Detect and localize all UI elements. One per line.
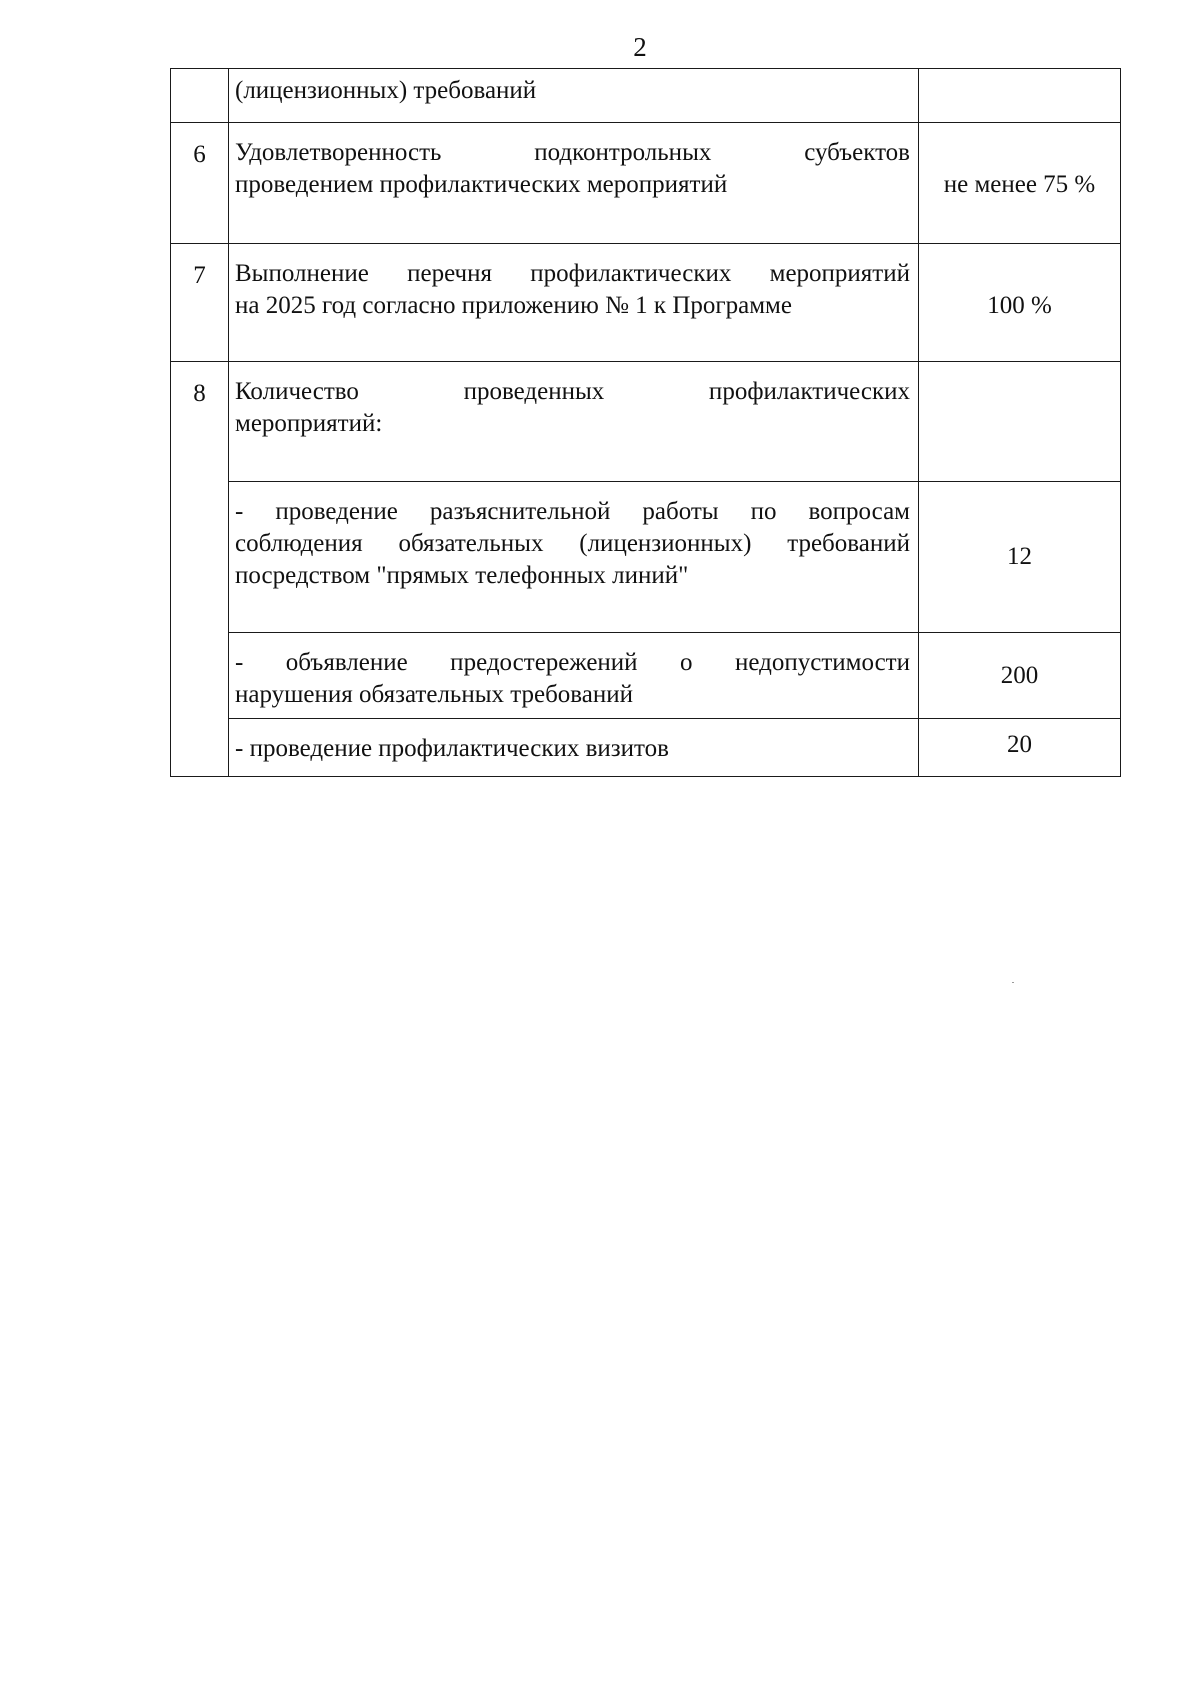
row-number-cell: 6	[171, 123, 229, 244]
indicator-text-cell	[229, 123, 919, 244]
row-number-cell: 8	[171, 362, 229, 777]
indicator-text-line: нарушения обязательных требований	[235, 681, 633, 708]
indicator-text-cell	[229, 362, 919, 482]
indicator-text-line: проведением профилактических мероприятий	[235, 171, 728, 198]
indicator-text-line: - проведение профилактических визитов	[235, 735, 669, 762]
indicator-text-line: посредством "прямых телефонных линий"	[235, 562, 689, 589]
indicator-value-cell	[919, 69, 1121, 123]
table-row	[171, 69, 1121, 123]
indicator-value-cell	[919, 362, 1121, 482]
indicator-text-cell	[229, 244, 919, 362]
indicator-text-line: Выполнение перечня профилактических мероприятий	[235, 260, 910, 287]
indicator-text-line: Удовлетворенность подконтрольных субъектов	[235, 139, 910, 166]
indicator-text-line: на 2025 год согласно приложению № 1 к Программе	[235, 292, 792, 319]
indicator-text-line: - проведение разъяснительной работы по вопросам	[235, 498, 910, 525]
table-row	[171, 633, 1121, 719]
indicator-text-line: мероприятий:	[235, 410, 383, 437]
indicator-text-cell	[229, 633, 919, 719]
indicator-value-cell: 200	[919, 633, 1121, 719]
indicator-text-cell	[229, 482, 919, 633]
indicator-value-cell: 12	[919, 482, 1121, 633]
indicators-table	[170, 68, 1121, 777]
table-row	[171, 123, 1121, 244]
table-row	[171, 719, 1121, 777]
indicator-text-line: (лицензионных) требований	[235, 77, 537, 104]
indicator-text-cell	[229, 719, 919, 777]
indicator-value-cell: 100 %	[919, 244, 1121, 362]
table-row	[171, 482, 1121, 633]
page-number: 2	[633, 32, 647, 62]
table-row	[171, 244, 1121, 362]
indicator-text-line: - объявление предостережений о недопустимости	[235, 649, 910, 676]
scan-speck	[1012, 982, 1014, 983]
row-number-cell	[171, 69, 229, 123]
indicator-value-cell: не менее 75 %	[919, 123, 1121, 244]
indicator-text-line: Количество проведенных профилактических	[235, 378, 910, 405]
indicator-value-cell: 20	[919, 719, 1121, 777]
indicator-text-cell	[229, 69, 919, 123]
indicator-text-line: соблюдения обязательных (лицензионных) требований	[235, 530, 910, 557]
table-row	[171, 362, 1121, 482]
row-number-cell: 7	[171, 244, 229, 362]
